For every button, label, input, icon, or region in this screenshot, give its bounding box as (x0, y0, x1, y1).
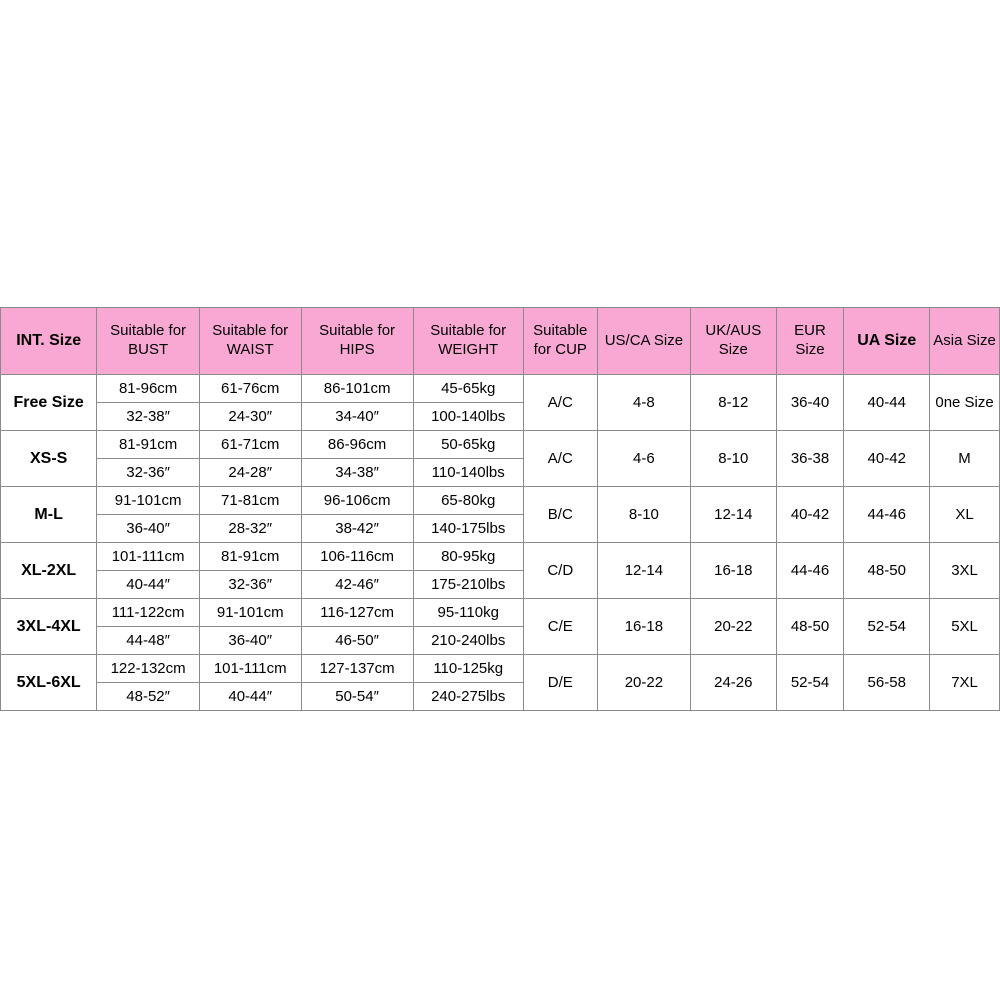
cell-hips-cm: 116-127cm (301, 599, 413, 627)
cell-hips-cm: 127-137cm (301, 655, 413, 683)
cell-bust-in: 36-40″ (97, 515, 200, 543)
cell-hips-in: 46-50″ (301, 627, 413, 655)
cell-ukaus: 20-22 (690, 599, 776, 655)
cell-bust-cm: 81-91cm (97, 431, 200, 459)
cell-usca: 8-10 (597, 487, 690, 543)
cell-weight-lbs: 100-140lbs (413, 403, 523, 431)
cell-usca: 4-6 (597, 431, 690, 487)
cell-asia: 5XL (930, 599, 1000, 655)
cell-bust-cm: 122-132cm (97, 655, 200, 683)
cell-waist-cm: 61-71cm (199, 431, 301, 459)
table-row (1, 487, 1000, 515)
cell-weight-kg: 65-80kg (413, 487, 523, 515)
cell-weight-lbs: 175-210lbs (413, 571, 523, 599)
cell-bust-in: 48-52″ (97, 683, 200, 711)
cell-cup: B/C (523, 487, 597, 543)
column-header-asia: Asia Size (930, 308, 1000, 375)
cell-waist-cm: 71-81cm (199, 487, 301, 515)
cell-asia: XL (930, 487, 1000, 543)
cell-waist-cm: 91-101cm (199, 599, 301, 627)
column-header-cup: Suitable for CUP (523, 308, 597, 375)
column-header-hips: Suitable for HIPS (301, 308, 413, 375)
cell-weight-kg: 110-125kg (413, 655, 523, 683)
cell-ukaus: 12-14 (690, 487, 776, 543)
cell-waist-cm: 61-76cm (199, 375, 301, 403)
cell-bust-in: 32-38″ (97, 403, 200, 431)
column-header-eur: EUR Size (776, 308, 844, 375)
cell-usca: 20-22 (597, 655, 690, 711)
cell-hips-cm: 86-96cm (301, 431, 413, 459)
cell-waist-in: 40-44″ (199, 683, 301, 711)
cell-bust-in: 44-48″ (97, 627, 200, 655)
cell-int-size: 3XL-4XL (1, 599, 97, 655)
cell-asia: 3XL (930, 543, 1000, 599)
cell-eur: 36-40 (776, 375, 844, 431)
cell-int-size: Free Size (1, 375, 97, 431)
cell-waist-in: 28-32″ (199, 515, 301, 543)
cell-ua: 48-50 (844, 543, 930, 599)
cell-int-size: XL-2XL (1, 543, 97, 599)
cell-eur: 48-50 (776, 599, 844, 655)
table-row (1, 655, 1000, 683)
cell-usca: 12-14 (597, 543, 690, 599)
cell-hips-in: 34-40″ (301, 403, 413, 431)
cell-cup: C/D (523, 543, 597, 599)
cell-int-size: XS-S (1, 431, 97, 487)
table-row (1, 599, 1000, 627)
cell-asia: M (930, 431, 1000, 487)
cell-hips-in: 34-38″ (301, 459, 413, 487)
cell-ukaus: 16-18 (690, 543, 776, 599)
cell-ua: 40-44 (844, 375, 930, 431)
cell-bust-cm: 91-101cm (97, 487, 200, 515)
cell-ukaus: 24-26 (690, 655, 776, 711)
table-row (1, 375, 1000, 403)
cell-usca: 4-8 (597, 375, 690, 431)
cell-weight-lbs: 240-275lbs (413, 683, 523, 711)
cell-int-size: 5XL-6XL (1, 655, 97, 711)
cell-cup: D/E (523, 655, 597, 711)
column-header-waist: Suitable for WAIST (199, 308, 301, 375)
cell-ua: 56-58 (844, 655, 930, 711)
cell-asia: 7XL (930, 655, 1000, 711)
cell-weight-kg: 45-65kg (413, 375, 523, 403)
table-row (1, 431, 1000, 459)
cell-eur: 40-42 (776, 487, 844, 543)
cell-cup: C/E (523, 599, 597, 655)
cell-weight-kg: 50-65kg (413, 431, 523, 459)
cell-bust-in: 32-36″ (97, 459, 200, 487)
cell-waist-cm: 101-111cm (199, 655, 301, 683)
cell-ua: 44-46 (844, 487, 930, 543)
column-header-usca: US/CA Size (597, 308, 690, 375)
cell-bust-cm: 101-111cm (97, 543, 200, 571)
cell-cup: A/C (523, 375, 597, 431)
cell-hips-in: 42-46″ (301, 571, 413, 599)
cell-int-size: M-L (1, 487, 97, 543)
cell-bust-cm: 81-96cm (97, 375, 200, 403)
cell-cup: A/C (523, 431, 597, 487)
table-header-row (1, 308, 1000, 375)
cell-bust-cm: 111-122cm (97, 599, 200, 627)
cell-weight-lbs: 140-175lbs (413, 515, 523, 543)
column-header-weight: Suitable for WEIGHT (413, 308, 523, 375)
column-header-int-size: INT. Size (1, 308, 97, 375)
cell-hips-cm: 96-106cm (301, 487, 413, 515)
cell-asia: 0ne Size (930, 375, 1000, 431)
cell-weight-lbs: 110-140lbs (413, 459, 523, 487)
cell-bust-in: 40-44″ (97, 571, 200, 599)
table-row (1, 543, 1000, 571)
cell-waist-cm: 81-91cm (199, 543, 301, 571)
cell-waist-in: 24-30″ (199, 403, 301, 431)
cell-waist-in: 36-40″ (199, 627, 301, 655)
size-chart-container (0, 307, 1000, 711)
cell-weight-kg: 80-95kg (413, 543, 523, 571)
cell-weight-kg: 95-110kg (413, 599, 523, 627)
cell-waist-in: 32-36″ (199, 571, 301, 599)
cell-usca: 16-18 (597, 599, 690, 655)
cell-hips-cm: 86-101cm (301, 375, 413, 403)
cell-ua: 40-42 (844, 431, 930, 487)
cell-eur: 44-46 (776, 543, 844, 599)
column-header-ua: UA Size (844, 308, 930, 375)
cell-hips-in: 38-42″ (301, 515, 413, 543)
column-header-ukaus: UK/AUS Size (690, 308, 776, 375)
cell-ukaus: 8-10 (690, 431, 776, 487)
cell-ukaus: 8-12 (690, 375, 776, 431)
cell-hips-in: 50-54″ (301, 683, 413, 711)
cell-eur: 36-38 (776, 431, 844, 487)
column-header-bust: Suitable for BUST (97, 308, 200, 375)
cell-waist-in: 24-28″ (199, 459, 301, 487)
cell-weight-lbs: 210-240lbs (413, 627, 523, 655)
size-chart-table (0, 307, 1000, 711)
cell-ua: 52-54 (844, 599, 930, 655)
cell-hips-cm: 106-116cm (301, 543, 413, 571)
cell-eur: 52-54 (776, 655, 844, 711)
